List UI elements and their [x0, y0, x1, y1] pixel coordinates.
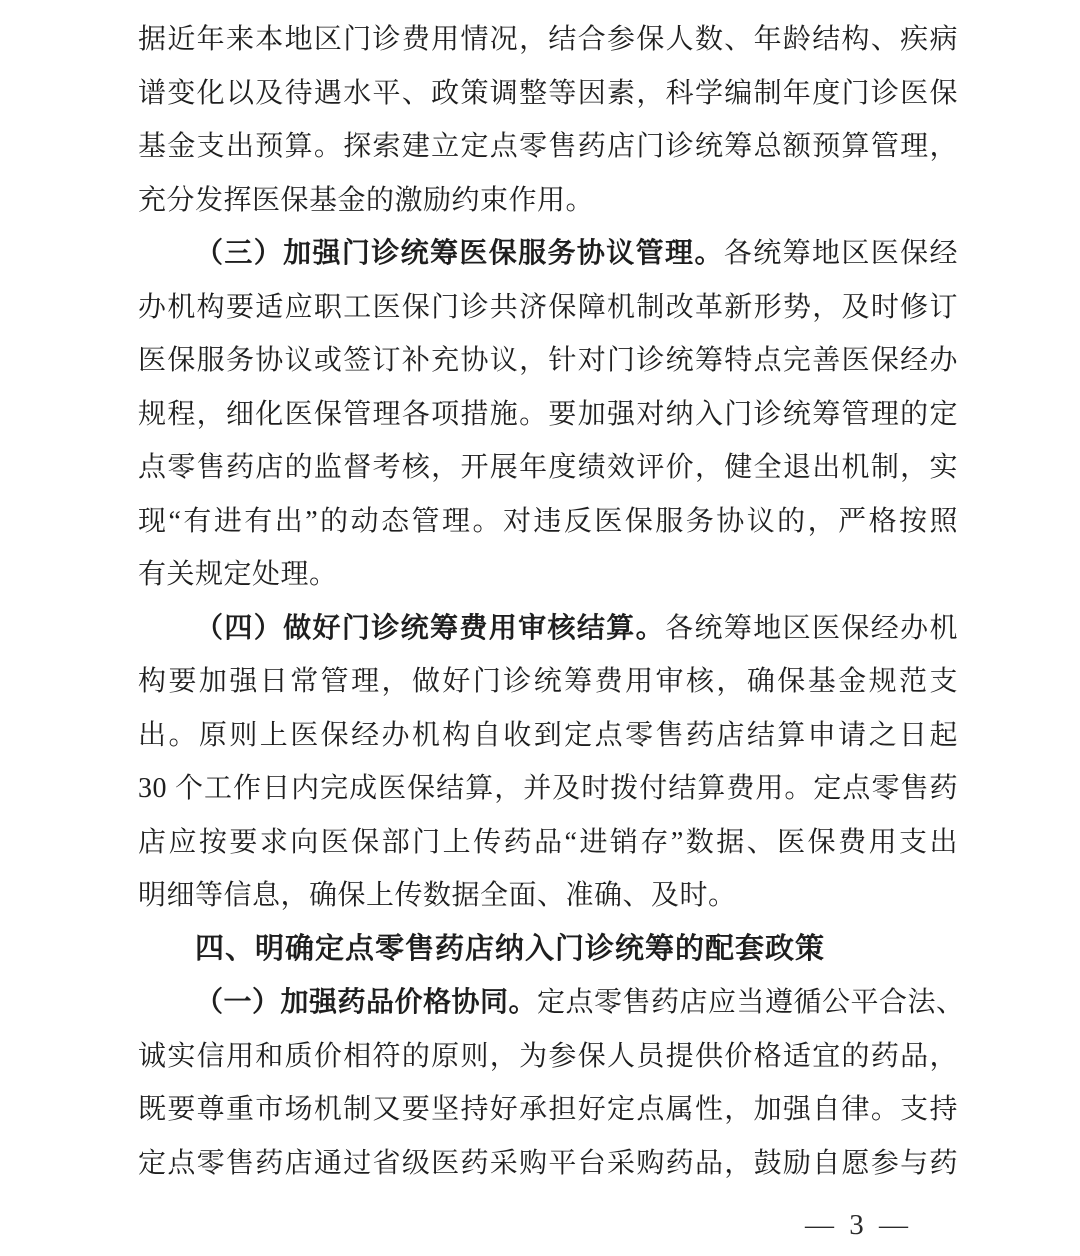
text-line — [138, 1030, 958, 1084]
text-run: 办机构要适应职工医保门诊共济保障机制改革新形势，及时修订 — [138, 291, 958, 323]
text-line — [138, 120, 958, 174]
text-run: 各统筹地区医保经 — [723, 238, 958, 269]
text-line — [138, 602, 958, 656]
bold-text-run: （一）加强药品价格协同。 — [195, 987, 538, 1018]
text-line — [138, 388, 958, 442]
text-run: 基金支出预算。探索建立定点零售药店门诊统筹总额预算管理， — [138, 131, 958, 162]
text-line — [138, 441, 958, 495]
text-line — [138, 334, 958, 388]
text-run: 出。原则上医保经办机构自收到定点零售药店结算申请之日起 — [138, 719, 958, 751]
text-run: 点零售药店的监督考核，开展年度绩效评价，健全退出机制，实 — [138, 452, 958, 483]
text-line — [138, 816, 958, 870]
text-line — [138, 1137, 958, 1191]
text-run: 规程，细化医保管理各项措施。要加强对纳入门诊统筹管理的定 — [138, 398, 958, 430]
text-run: 构要加强日常管理，做好门诊统筹费用审核，确保基金规范支 — [138, 666, 958, 697]
text-run: 诚实信用和质价相符的原则，为参保人员提供价格适宜的药品， — [138, 1040, 958, 1072]
text-line — [138, 227, 958, 281]
text-run: 定点零售药店应当遵循公平合法、 — [537, 987, 965, 1018]
text-line — [138, 1083, 958, 1137]
text-line — [138, 67, 958, 121]
text-run: 现“有进有出”的动态管理。对违反医保服务协议的，严格按照 — [138, 505, 958, 537]
text-column — [138, 13, 965, 1190]
text-run: 谱变化以及待遇水平、政策调整等因素，科学编制年度门诊医保 — [138, 77, 958, 109]
bold-text-run: （四）做好门诊统筹费用审核结算。 — [195, 612, 666, 644]
section-heading-line — [138, 923, 958, 977]
text-run: 既要尊重市场机制又要坚持好承担好定点属性，加强自律。支持 — [138, 1094, 958, 1125]
text-line — [138, 548, 958, 602]
bold-text-run: 四、明确定点零售药店纳入门诊统筹的配套政策 — [195, 932, 826, 965]
text-run: 充分发挥医保基金的激励约束作用。 — [138, 184, 595, 216]
text-line — [138, 495, 958, 549]
text-run: 各统筹地区医保经办机 — [665, 612, 958, 644]
text-run: 明细等信息，确保上传数据全面、准确、及时。 — [138, 880, 737, 911]
text-line — [138, 762, 958, 816]
text-run: 据近年来本地区门诊费用情况，结合参保人数、年龄结构、疾病 — [138, 24, 958, 55]
text-run: 店应按要求向医保部门上传药品“进销存”数据、医保费用支出 — [138, 826, 958, 858]
text-line — [138, 709, 958, 763]
text-run: 有关规定处理。 — [138, 559, 338, 590]
text-line — [138, 281, 958, 335]
text-run: 定点零售药店通过省级医药采购平台采购药品，鼓励自愿参与药 — [138, 1147, 958, 1179]
page-number: — 3 — — [805, 1209, 912, 1241]
text-line — [138, 655, 958, 709]
text-line — [138, 174, 958, 228]
text-run: 30 个工作日内完成医保结算，并及时拨付结算费用。定点零售药 — [138, 773, 958, 804]
text-line — [138, 869, 958, 923]
bold-text-run: （三）加强门诊统筹医保服务协议管理。 — [195, 238, 724, 269]
text-line — [138, 13, 958, 67]
text-line — [138, 976, 965, 1030]
text-run: 医保服务协议或签订补充协议，针对门诊统筹特点完善医保经办 — [138, 345, 958, 376]
